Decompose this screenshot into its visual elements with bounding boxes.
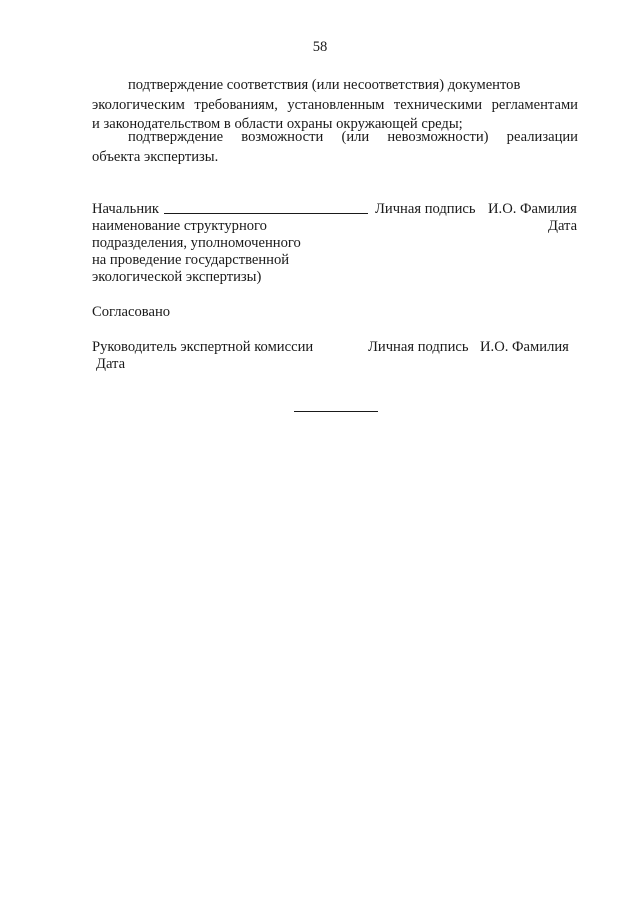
paragraph-conformity xyxy=(92,76,578,135)
signature-date: Дата xyxy=(548,218,578,234)
paragraph-line: подтверждение соответствия (или несоответствия) документов xyxy=(128,77,521,93)
signatory-title: Начальник xyxy=(92,201,160,217)
unit-line: на проведение государственной xyxy=(92,252,290,268)
paragraph-line: подтверждение возможности (или невозможности) реализации xyxy=(128,129,578,145)
signatory-name: И.О. Фамилия xyxy=(488,201,577,217)
paragraph-line: объекта экспертизы. xyxy=(92,148,219,165)
paragraph-feasibility xyxy=(92,128,578,167)
approval-name: И.О. Фамилия xyxy=(480,339,569,355)
approval-signature-placeholder: Личная подпись xyxy=(368,339,469,355)
unit-line: экологической экспертизы) xyxy=(92,269,262,285)
end-of-document-rule xyxy=(294,411,378,412)
unit-line: подразделения, уполномоченного xyxy=(92,235,301,251)
signature-placeholder: Личная подпись xyxy=(375,201,476,217)
unit-line: наименование структурного xyxy=(92,218,267,234)
approval-label: Согласовано xyxy=(92,304,171,320)
approval-date: Дата xyxy=(96,356,126,372)
paragraph-line: экологическим требованиям, установленным техническими регламентами xyxy=(92,96,578,113)
paragraph-line: и законодательством в области охраны окружающей среды; xyxy=(92,116,463,132)
commission-head-role: Руководитель экспертной комиссии xyxy=(92,339,314,355)
signature-blank-line xyxy=(164,198,368,214)
page-number: 58 xyxy=(312,39,328,55)
